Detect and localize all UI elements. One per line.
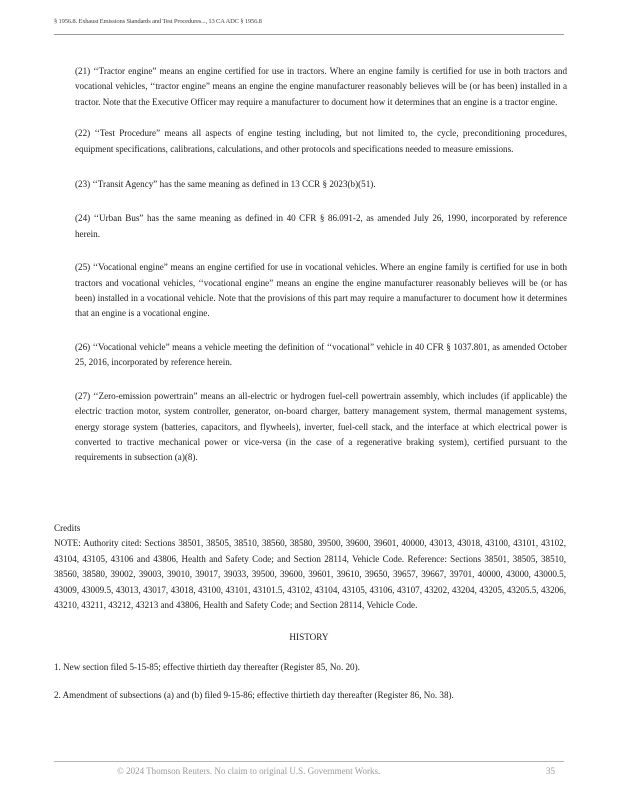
definitions-list	[75, 64, 567, 466]
definition-27: (27) ‘‘Zero-emission powertrain” means an all-electric or hydrogen fuel-cell powertrain assembly, which includes (if applicable) the electric traction motor, system controller, generator, on-board charger, battery management system, thermal management systems, energy storage system (batteries, capacitors, and flywheels), inverter, fuel-cell stack, and the interface at which electrical power is converted to tractive mechanical power or vice-versa (in the case of a regenerative braking system), certified pursuant to the requirements in subsection (a)(8).	[75, 390, 567, 463]
history-heading: HISTORY	[289, 632, 329, 642]
definition-23: (23) ‘‘Transit Agency” has the same meaning as defined in 13 CCR § 2023(b)(51).	[75, 179, 376, 190]
history-item-2: 2. Amendment of subsections (a) and (b) filed 9-15-86; effective thirtieth day thereafter (Register 86, No. 38).	[54, 690, 454, 700]
definition-24: (24) ‘‘Urban Bus” has the same meaning as defined in 40 CFR § 86.091-2, as amended July 26, 1990, incorporated by reference herein.	[75, 213, 567, 239]
definition-25: (25) ‘‘Vocational engine” means an engine certified for use in vocational vehicles. Where an engine family is certified for use in both tractors and vocational vehicles, ‘‘vocational engine” means an engine the engine manufacturer reasonably believes will be (or has been) installed in a vocational vehicle. Note that the provisions of this part may require a manufacturer to document how it determines that an engine is a vocational engine.	[75, 262, 567, 319]
credits-heading: Credits	[54, 523, 81, 533]
header-divider	[54, 34, 564, 35]
running-header: § 1956.8. Exhaust Emissions Standards and Test Procedures..., 13 CA ADC § 1956.8	[54, 18, 262, 25]
definition-21: (21) ‘‘Tractor engine” means an engine certified for use in tractors. Where an engine family is certified for use in both tractors and vocational vehicles, ‘‘tractor engine” means an engine the engine manufacturer reasonably believes will be (or has been) installed in a tractor. Note that the Executive Officer may require a manufacturer to document how it determines that an engine is a tractor engine.	[75, 66, 567, 107]
copyright-notice: © 2024 Thomson Reuters. No claim to original U.S. Government Works.	[117, 766, 381, 776]
definition-26: (26) ‘‘Vocational vehicle” means a vehicle meeting the definition of ‘‘vocational” vehicle in 40 CFR § 1037.801, as amended October 25, 2016, incorporated by reference herein.	[75, 341, 567, 368]
credits-section	[54, 521, 566, 613]
authority-note: NOTE: Authority cited: Sections 38501, 38505, 38510, 38560, 38580, 39500, 39600, 39601, 40000, 43013, 43018, 43100, 43101, 43102, 43104, 43105, 43106 and 43806, Health and Safety Code; and Section 28114, Vehicle Code. Reference: Sections 38501, 38505, 38510, 38560, 38580, 39002, 39003, 39010, 39017, 39033, 39500, 39600, 39601, 39610, 39650, 39657, 39667, 39701, 40000, 43000, 43000.5, 43009, 43009.5, 43013, 43017, 43018, 43100, 43101, 43101.5, 43102, 43104, 43105, 43106, 43107, 43202, 43204, 43205, 43205.5, 43206, 43210, 43211, 43212, 43213 and 43806, Health and Safety Code; and Section 28114, Vehicle Code.	[54, 538, 566, 611]
page-number: 35	[546, 766, 555, 776]
definition-22: (22) ‘‘Test Procedure” means all aspects of engine testing including, but not limited to, the cycle, preconditioning procedures, equipment specifications, calibrations, calculations, and other protocols and specifications needed to measure emissions.	[75, 128, 567, 154]
history-item-1: 1. New section filed 5-15-85; effective thirtieth day thereafter (Register 85, No. 20).	[54, 662, 360, 672]
footer-divider	[54, 761, 564, 762]
